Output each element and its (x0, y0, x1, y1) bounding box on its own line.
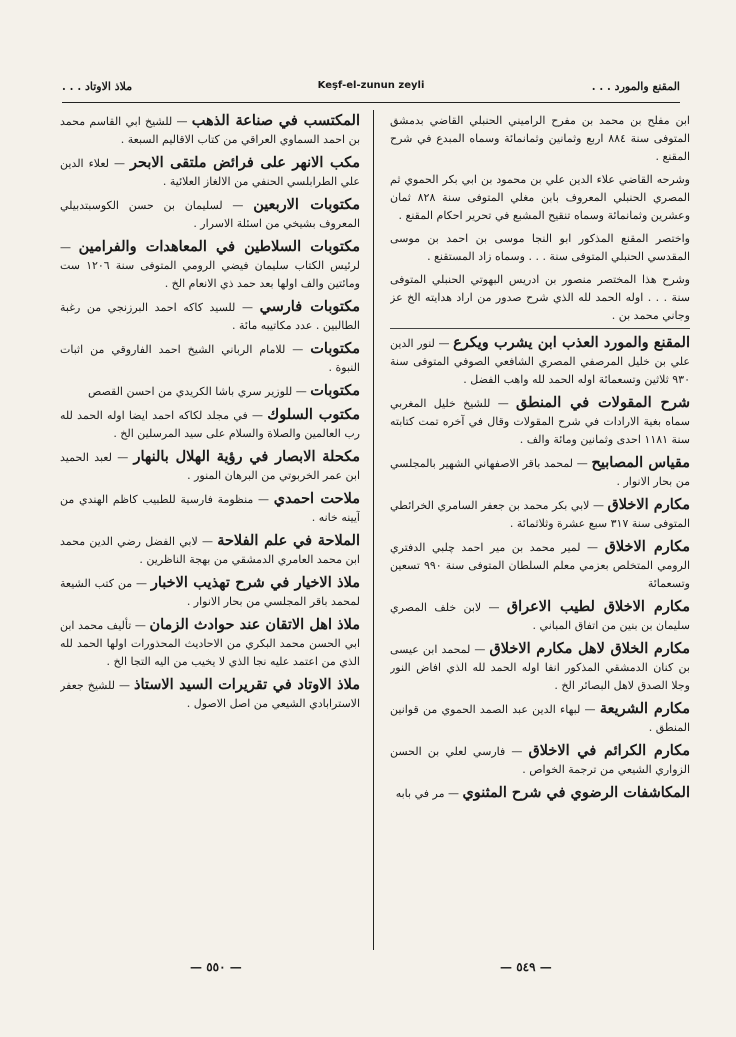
entry-description: — لابن خلف المصري سليمان بن بنين من اتفاق المباني . (390, 601, 690, 632)
entry (60, 112, 360, 149)
entry (60, 448, 360, 485)
entry-description: — للامام الرباني الشيخ احمد الفاروقي من اثبات النبوة . (60, 343, 360, 374)
entry-description: — من كتب الشيعة لمحمد باقر المجلسي من بحار الانوار . (60, 577, 360, 608)
entry-description: — للسيد كاكه احمد البرزنجي من رغبة الطالبين . عدد مكاتيبه مائة . (60, 301, 360, 332)
entry-description: — لمحمد ابن عيسى بن كنان الدمشقي المذكور انفا اوله الحمد لله الذي افاض النور وجلا الصدق لاهل البصائر الخ . (390, 643, 690, 692)
header-center-title: Keşf-el-zunun zeyli (317, 80, 425, 91)
entry (390, 496, 690, 533)
entry-description: ابن مفلح بن محمد بن مفرح الراميني الحنبلي القاضي بدمشق المتوفى سنة ٨٨٤ اربع وثمانين وثمانمائة وسماه المبدع في شرح المقنع . (390, 114, 690, 163)
entry-description: — لابي الفضل رضي الدين محمد ابن محمد العامري الدمشقي من بهجة الناظرين . (60, 535, 360, 566)
entry-title: مكارم الاخلاق (604, 538, 690, 555)
entry-description: وشرحه القاضي علاء الدين علي بن محمود بن ابي بكر الحموي ثم المصري الحنبلي المعروف بابن مغلي المتوفى سنة ٨٢٨ ثمان وعشرين وثمانمائة وسماه تنقيح المشبع في تحرير احكام المقنع . (390, 173, 690, 222)
column-divider (373, 110, 374, 950)
entry-title: مكارم الخلاق لاهل مكارم الاخلاق (489, 640, 690, 657)
entry-description: — فارسي لعلي بن الحسن الزواري الشيعي من ترجمة الخواص . (390, 745, 690, 776)
entry (390, 598, 690, 635)
left-column (60, 112, 360, 954)
entry-title: مكتوبات الاربعين (253, 196, 360, 213)
entry (390, 171, 690, 225)
entry-title: مكتوبات فارسي (259, 298, 360, 315)
entry (390, 230, 690, 266)
entry (60, 490, 360, 527)
header-left-title: ملاذ الاوتاد . . . (62, 80, 133, 93)
entry (60, 616, 360, 671)
entry-description: — لنور الدين علي بن خليل المرصفي المصري الشافعي الصوفي المتوفى سنة ٩٣٠ ثلاثين وتسعمائة اوله الحمد لله واهب الفضل . (390, 337, 690, 386)
entry-title: مكارم الاخلاق (607, 496, 690, 513)
entry-title: مكحلة الابصار في رؤية الهلال بالنهار (133, 448, 360, 465)
entry-description: — لسليمان بن حسن الكوسبتدبيلي المعروف بشيخي من اسئلة الاسرار . (60, 199, 360, 230)
entry-title: المقنع والمورد العذب ابن يشرب ويكرع (453, 334, 690, 351)
entry-description: — لابي بكر محمد بن جعفر السامري الخرائطي المتوفى سنة ٣١٧ سبع عشرة وثلاثمائة . (390, 499, 690, 530)
entry (390, 742, 690, 779)
header-right-title: المقنع والمورد . . . (591, 80, 680, 93)
entry-description: — مر في بابه (395, 787, 459, 800)
entry-title: المكتسب في صناعة الذهب (191, 112, 360, 129)
entry (390, 454, 690, 491)
entry (60, 340, 360, 377)
page-number-left: — ٥٥٠ — (190, 960, 242, 974)
entry-title: مقياس المصابيح (591, 454, 690, 471)
entry (60, 154, 360, 191)
entry (390, 112, 690, 166)
entry-description: واختصر المقنع المذكور ابو النجا موسى بن احمد بن موسى المقدسي الحنبلي المتوفى سنة . . . وسماه زاد المستقنع . (390, 232, 690, 263)
entry-description: — للشيخ خليل المغربي سماه بغية الارادات في شرح المقولات وقال في آخره تمت كتابته سنة ١١٨١ احدى وثمانين ومائة والف . (390, 397, 690, 446)
entry-title: مكارم الاخلاق لطيب الاعراق (506, 598, 690, 615)
entry-description: — للشيخ جعفر الاسترابادي الشيعي من اصل الاصول . (60, 679, 360, 710)
entry (60, 196, 360, 233)
entry (60, 382, 360, 401)
entry-description: — منظومة فارسية للطبيب كاظم الهندي من آيينه خانه . (60, 493, 360, 524)
entry-description: — تأليف محمد ابن ابي الحسن محمد البكري من الاحاديث المحذورات اولها الحمد لله الذي من اعتمد عليه نجا الذي لا يخيب من اليه التجا الخ . (60, 619, 360, 668)
entry-title: مكتوبات (310, 340, 360, 357)
entry-title: مكتوب السلوك (267, 406, 360, 423)
entry-title: ملاذ اهل الاتقان عند حوادث الزمان (149, 616, 360, 633)
entry-description: — للشيخ ابي القاسم محمد بن احمد السماوي العراقي من كتاب الاقاليم السبعة . (60, 115, 360, 146)
entry (390, 700, 690, 737)
entry (390, 784, 690, 803)
entry-description: — لبهاء الدين عبد الصمد الحموي من قوانين المنطق . (390, 703, 690, 734)
entry (60, 406, 360, 443)
entry-title: الملاحة في علم الفلاحة (217, 532, 360, 549)
right-column (390, 112, 690, 954)
entry-description: — لمحمد باقر الاصفهاني الشهير بالمجلسي من بحار الانوار . (390, 457, 690, 488)
entry (60, 676, 360, 713)
entry-title: مكارم الشريعة (599, 700, 690, 717)
entry (390, 538, 690, 593)
header-rule (62, 102, 680, 103)
entry-title: مكب الانهر على فرائض ملتقى الابحر (129, 154, 360, 171)
entry (60, 532, 360, 569)
entry (60, 238, 360, 293)
entry-title: ملاحت احمدي (273, 490, 360, 507)
entry-title: مكتوبات السلاطين في المعاهدات والفرامين (78, 238, 360, 255)
entry-title: ملاذ الاوتاد في تقريرات السيد الاستاذ (133, 676, 360, 693)
entry (390, 640, 690, 695)
running-header (62, 80, 680, 100)
entry-title: مكتوبات (310, 382, 360, 399)
entry-description: — لمير محمد بن مير احمد چلبي الدفتري الرومي المتخلص بعزمي معلم السلطان المتوفى سنة ٩٩٠ تسعين وتسعمائة (390, 541, 690, 590)
entry-description: — لعبد الحميد ابن عمر الخربوتي من البرهان المنور . (60, 451, 360, 482)
entry (390, 334, 690, 389)
entry-title: ملاذ الاخيار في شرح تهذيب الاخبار (150, 574, 360, 591)
page-number-right: — ٥٤٩ — (500, 960, 552, 974)
entry (60, 574, 360, 611)
entry-title: المكاشفات الرضوي في شرح المثنوي (462, 784, 690, 801)
entry-description: — لرئيس الكتاب سليمان فيضي الرومي المتوفى سنة ١٢٠٦ ست ومائتين والف اولها بعد حمد ذي الانعام الخ . (60, 241, 360, 290)
entry (390, 394, 690, 449)
entry-description: — للوزير سري باشا الكريدي من احسن القصص (87, 385, 307, 398)
entry-description: وشرح هذا المختصر منصور بن ادريس البهوتي الحنبلي المتوفى سنة . . . اوله الحمد لله الذي شرح صدور من اراد هدايته الخ عز وجاني محمد بن . (390, 273, 690, 322)
entry-description: — في مجلد لكاكه احمد ايضا اوله الحمد لله رب العالمين والصلاة والسلام على سيد المرسلين الخ . (60, 409, 360, 440)
entry-title: مكارم الكرائم في الاخلاق (528, 742, 690, 759)
entry-title: شرح المقولات في المنطق (516, 394, 690, 411)
entry (60, 298, 360, 335)
entry (390, 271, 690, 329)
entry-description: — لعلاء الدين علي الطرابلسي الحنفي من الالغاز العلائية . (60, 157, 360, 188)
